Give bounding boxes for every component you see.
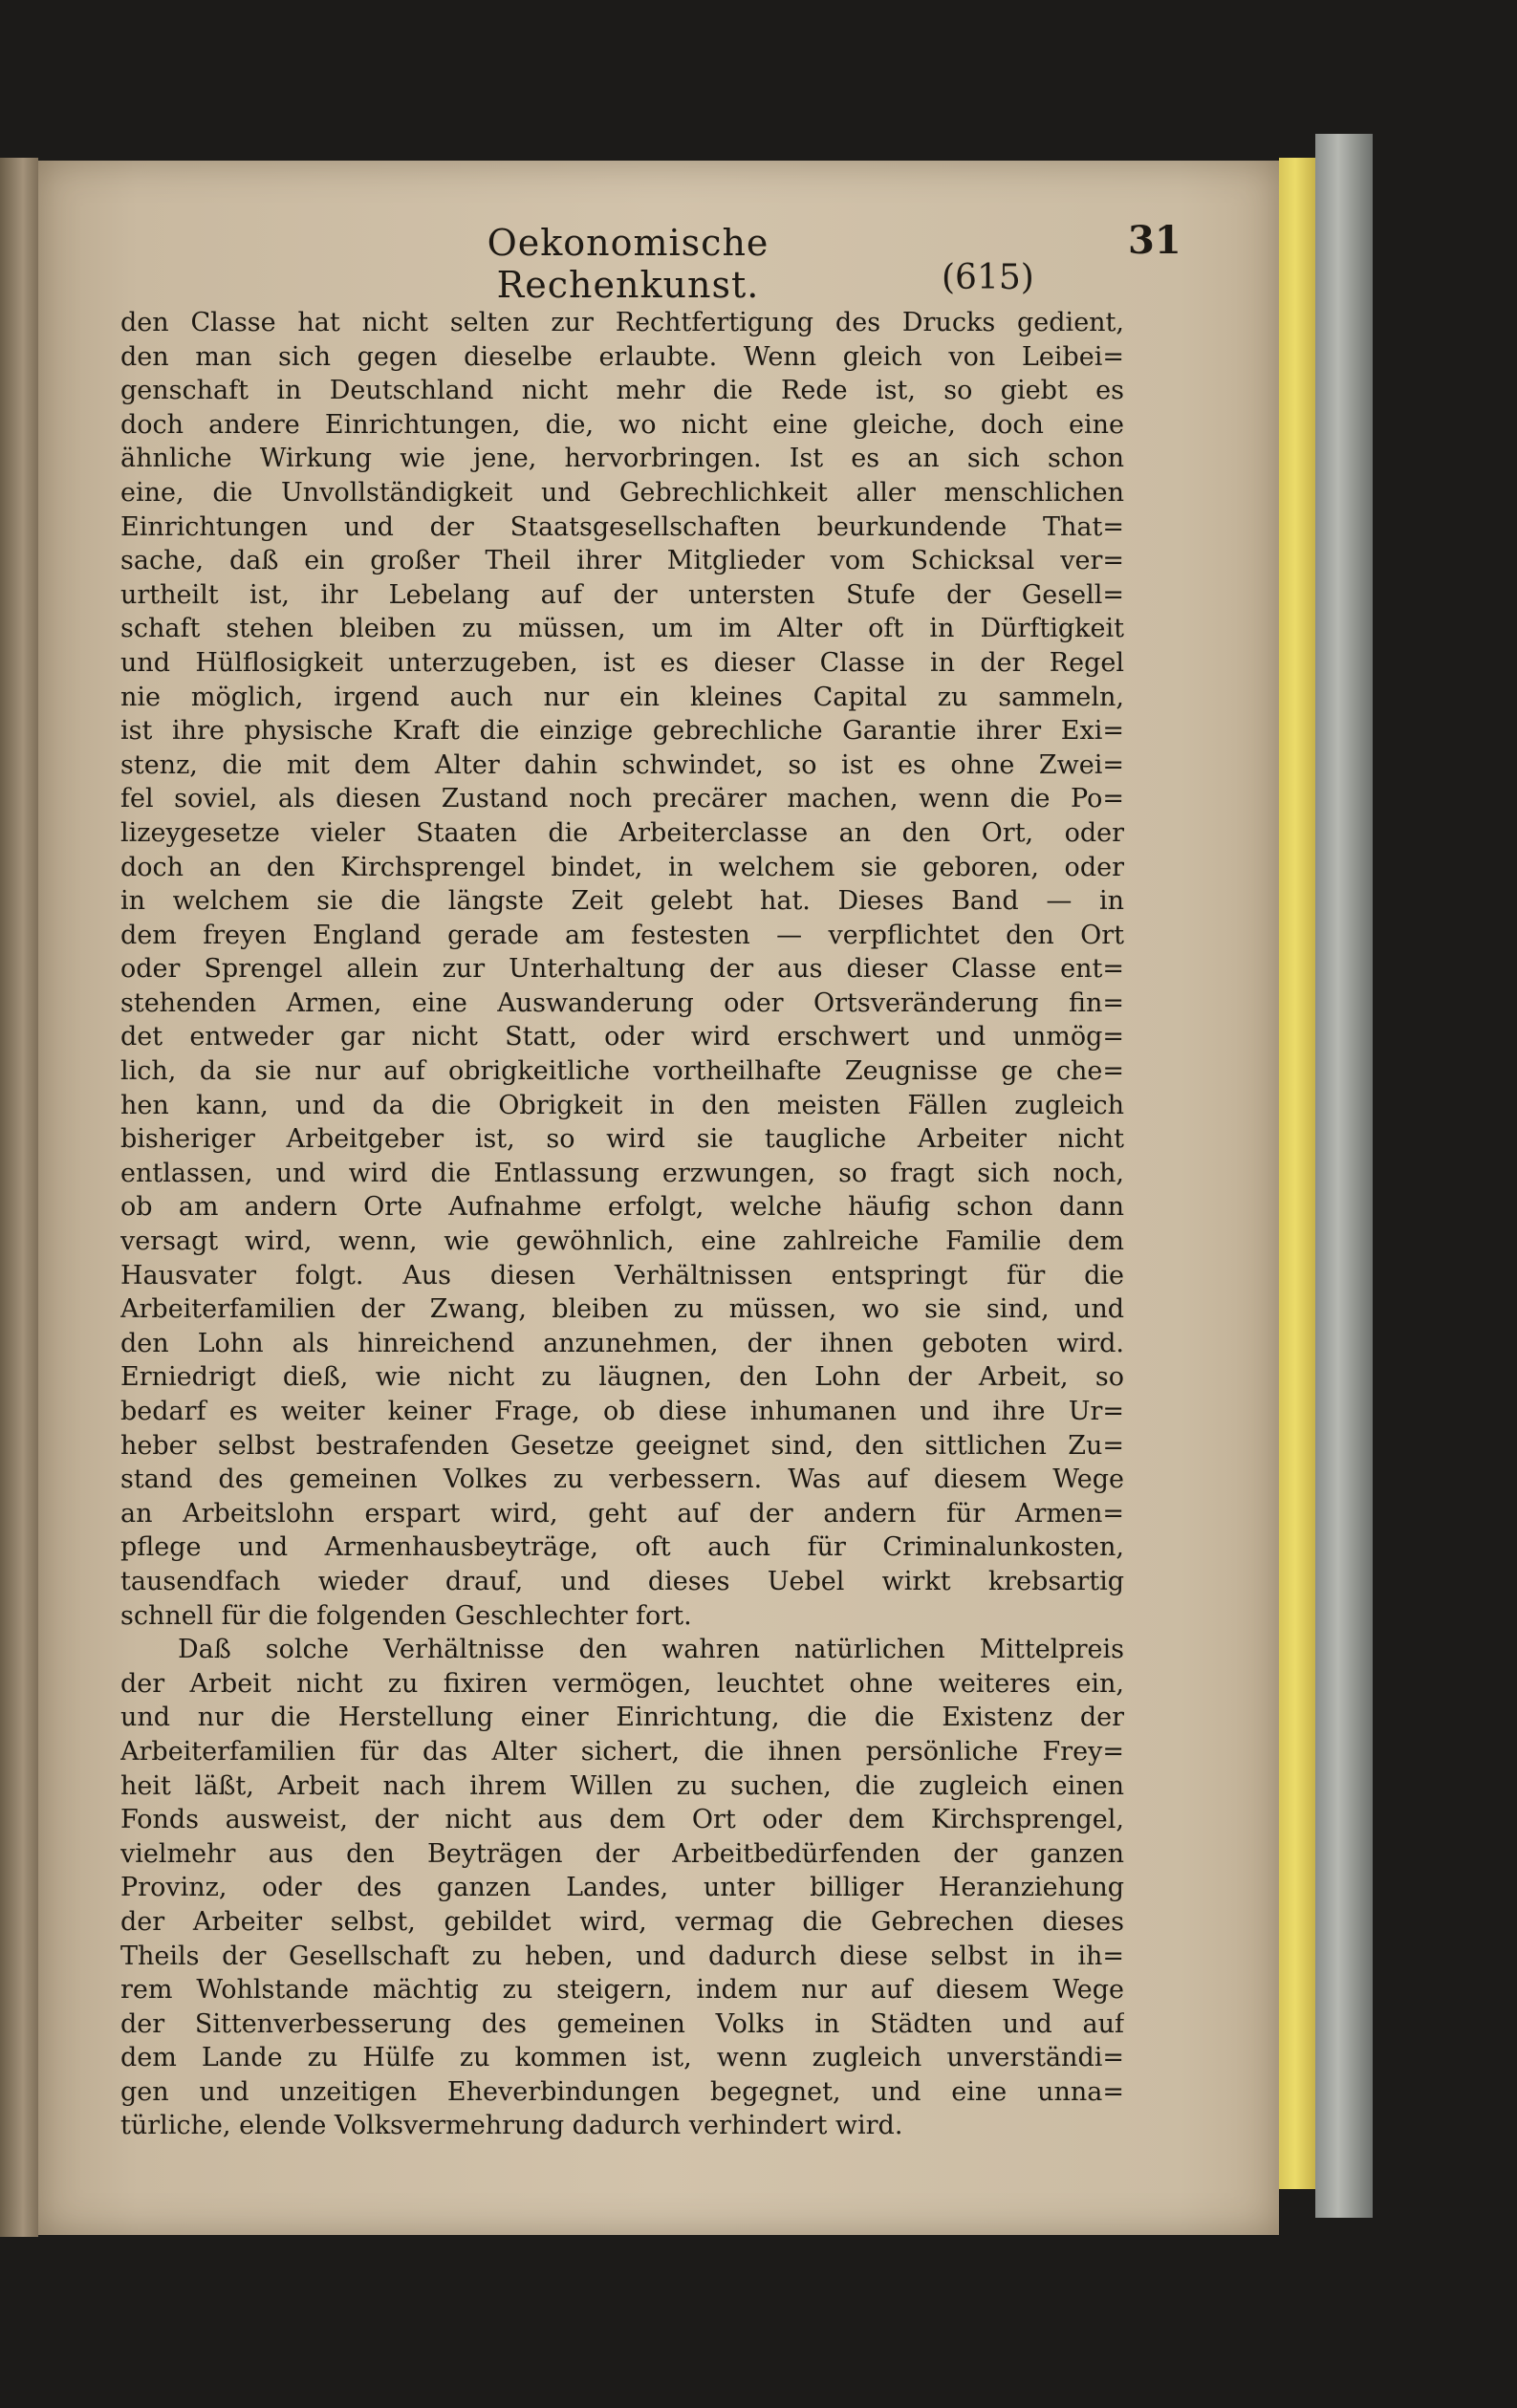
text-line: versagt wird, wenn, wie gewöhnlich, eine zahlreiche Familie dem	[120, 1226, 1124, 1257]
text-line: Einrichtungen und der Staatsgesellschaften beurkundende That=	[120, 511, 1124, 542]
text-line: Daß solche Verhältnisse den wahren natürlichen Mittelpreis	[178, 1635, 1124, 1665]
text-line: gen und unzeitigen Eheverbindungen begegnet, und eine unna=	[120, 2076, 1124, 2107]
text-line: Theils der Gesellschaft zu heben, und dadurch diese selbst in ih=	[120, 1941, 1124, 1971]
page-number: 31	[1128, 218, 1181, 263]
text-line: Fonds ausweist, der nicht aus dem Ort oder dem Kirchsprengel,	[120, 1805, 1124, 1835]
text-line: heber selbst bestrafenden Gesetze geeignet sind, den sittlichen Zu=	[120, 1430, 1124, 1461]
text-line: den Classe hat nicht selten zur Rechtfertigung des Drucks gedient,	[120, 308, 1124, 337]
running-head: Oekonomische Rechenkunst.	[487, 222, 769, 306]
text-line: hen kann, und da die Obrigkeit in den meisten Fällen zugleich	[120, 1090, 1124, 1120]
text-line: entlassen, und wird die Entlassung erzwungen, so fragt sich noch,	[120, 1158, 1124, 1188]
text-line: dem Lande zu Hülfe zu kommen ist, wenn zugleich unverständi=	[120, 2043, 1124, 2073]
text-line: ist ihre physische Kraft die einzige gebrechliche Garantie ihrer Exi=	[120, 716, 1124, 747]
text-line: bisheriger Arbeitgeber ist, so wird sie taugliche Arbeiter nicht	[120, 1124, 1124, 1155]
text-line: eine, die Unvollständigkeit und Gebrechlichkeit aller menschlichen	[120, 477, 1124, 508]
text-line: der Sittenverbesserung des gemeinen Volks in Städten und auf	[120, 2008, 1124, 2039]
text-line: urtheilt ist, ihr Lebelang auf der untersten Stufe der Gesell=	[120, 579, 1124, 610]
text-line: vielmehr aus den Beyträgen der Arbeitbedürfenden der ganzen	[120, 1838, 1124, 1869]
text-line: ob am andern Orte Aufnahme erfolgt, welche häufig schon dann	[120, 1192, 1124, 1223]
text-line: den man sich gegen dieselbe erlaubte. Wenn gleich von Leibei=	[120, 341, 1124, 372]
book-cover-edge	[1315, 134, 1373, 2218]
text-line: doch andere Einrichtungen, die, wo nicht eine gleiche, doch eine	[120, 409, 1124, 440]
text-line: und Hülflosigkeit unterzugeben, ist es dieser Classe in der Regel	[120, 647, 1124, 678]
text-line: Arbeiterfamilien der Zwang, bleiben zu müssen, wo sie sind, und	[120, 1294, 1124, 1325]
text-line: und nur die Herstellung einer Einrichtung, die die Existenz der	[120, 1703, 1124, 1733]
text-line: stand des gemeinen Volkes zu verbessern. Was auf diesem Wege	[120, 1464, 1124, 1495]
text-line: Erniedrigt dieß, wie nicht zu läugnen, den Lohn der Arbeit, so	[120, 1362, 1124, 1393]
text-line: der Arbeit nicht zu fixiren vermögen, leuchtet ohne weiteres ein,	[120, 1668, 1124, 1699]
gilt-page-edges	[1279, 158, 1315, 2189]
text-line: Arbeiterfamilien für das Alter sichert, die ihnen persönliche Frey=	[120, 1736, 1124, 1767]
text-line: schaft stehen bleiben zu müssen, um im Alter oft in Dürftigkeit	[120, 614, 1124, 644]
text-line: lizeygesetze vieler Staaten die Arbeiterclasse an den Ort, oder	[120, 817, 1124, 848]
original-page-number: (615)	[942, 258, 1034, 297]
text-line: Hausvater folgt. Aus diesen Verhältnissen entspringt für die	[120, 1260, 1124, 1291]
text-line: ähnliche Wirkung wie jene, hervorbringen. Ist es an sich schon	[120, 444, 1124, 474]
text-line: pflege und Armenhausbeyträge, oft auch für Criminalunkosten,	[120, 1532, 1124, 1563]
text-line: stenz, die mit dem Alter dahin schwindet, so ist es ohne Zwei=	[120, 749, 1124, 780]
text-line: der Arbeiter selbst, gebildet wird, vermag die Gebrechen dieses	[120, 1906, 1124, 1937]
text-line: türliche, elende Volksvermehrung dadurch verhindert wird.	[120, 2111, 903, 2141]
text-line: rem Wohlstande mächtig zu steigern, indem nur auf diesem Wege	[120, 1975, 1124, 2006]
text-line: fel soviel, als diesen Zustand noch precärer machen, wenn die Po=	[120, 784, 1124, 814]
text-line: genschaft in Deutschland nicht mehr die Rede ist, so giebt es	[120, 376, 1124, 406]
text-line: stehenden Armen, eine Auswanderung oder Ortsveränderung fin=	[120, 987, 1124, 1018]
facing-page-edge	[0, 158, 38, 2237]
text-line: dem freyen England gerade am festesten — verpflichtet den Ort	[120, 920, 1124, 950]
text-line: nie möglich, irgend auch nur ein kleines Capital zu sammeln,	[120, 682, 1124, 712]
text-line: tausendfach wieder drauf, und dieses Uebel wirkt krebsartig	[120, 1566, 1124, 1596]
text-line: heit läßt, Arbeit nach ihrem Willen zu suchen, die zugleich einen	[120, 1770, 1124, 1801]
text-line: det entweder gar nicht Statt, oder wird erschwert und unmög=	[120, 1022, 1124, 1052]
text-line: schnell für die folgenden Geschlechter fort.	[120, 1600, 692, 1631]
text-line: oder Sprengel allein zur Unterhaltung der aus dieser Classe ent=	[120, 954, 1124, 985]
body-text	[120, 306, 1124, 2143]
text-line: bedarf es weiter keiner Frage, ob diese inhumanen und ihre Ur=	[120, 1397, 1124, 1426]
text-line: Provinz, oder des ganzen Landes, unter billiger Heranziehung	[120, 1873, 1124, 1903]
text-line: in welchem sie die längste Zeit gelebt hat. Dieses Band — in	[120, 886, 1124, 917]
text-line: den Lohn als hinreichend anzunehmen, der ihnen geboten wird.	[120, 1328, 1124, 1358]
text-line: sache, daß ein großer Theil ihrer Mitglieder vom Schicksal ver=	[120, 546, 1124, 576]
text-line: lich, da sie nur auf obrigkeitliche vortheilhafte Zeugnisse ge che=	[120, 1056, 1124, 1087]
text-line: doch an den Kirchsprengel bindet, in welchem sie geboren, oder	[120, 852, 1124, 882]
text-line: an Arbeitslohn erspart wird, geht auf der andern für Armen=	[120, 1498, 1124, 1529]
